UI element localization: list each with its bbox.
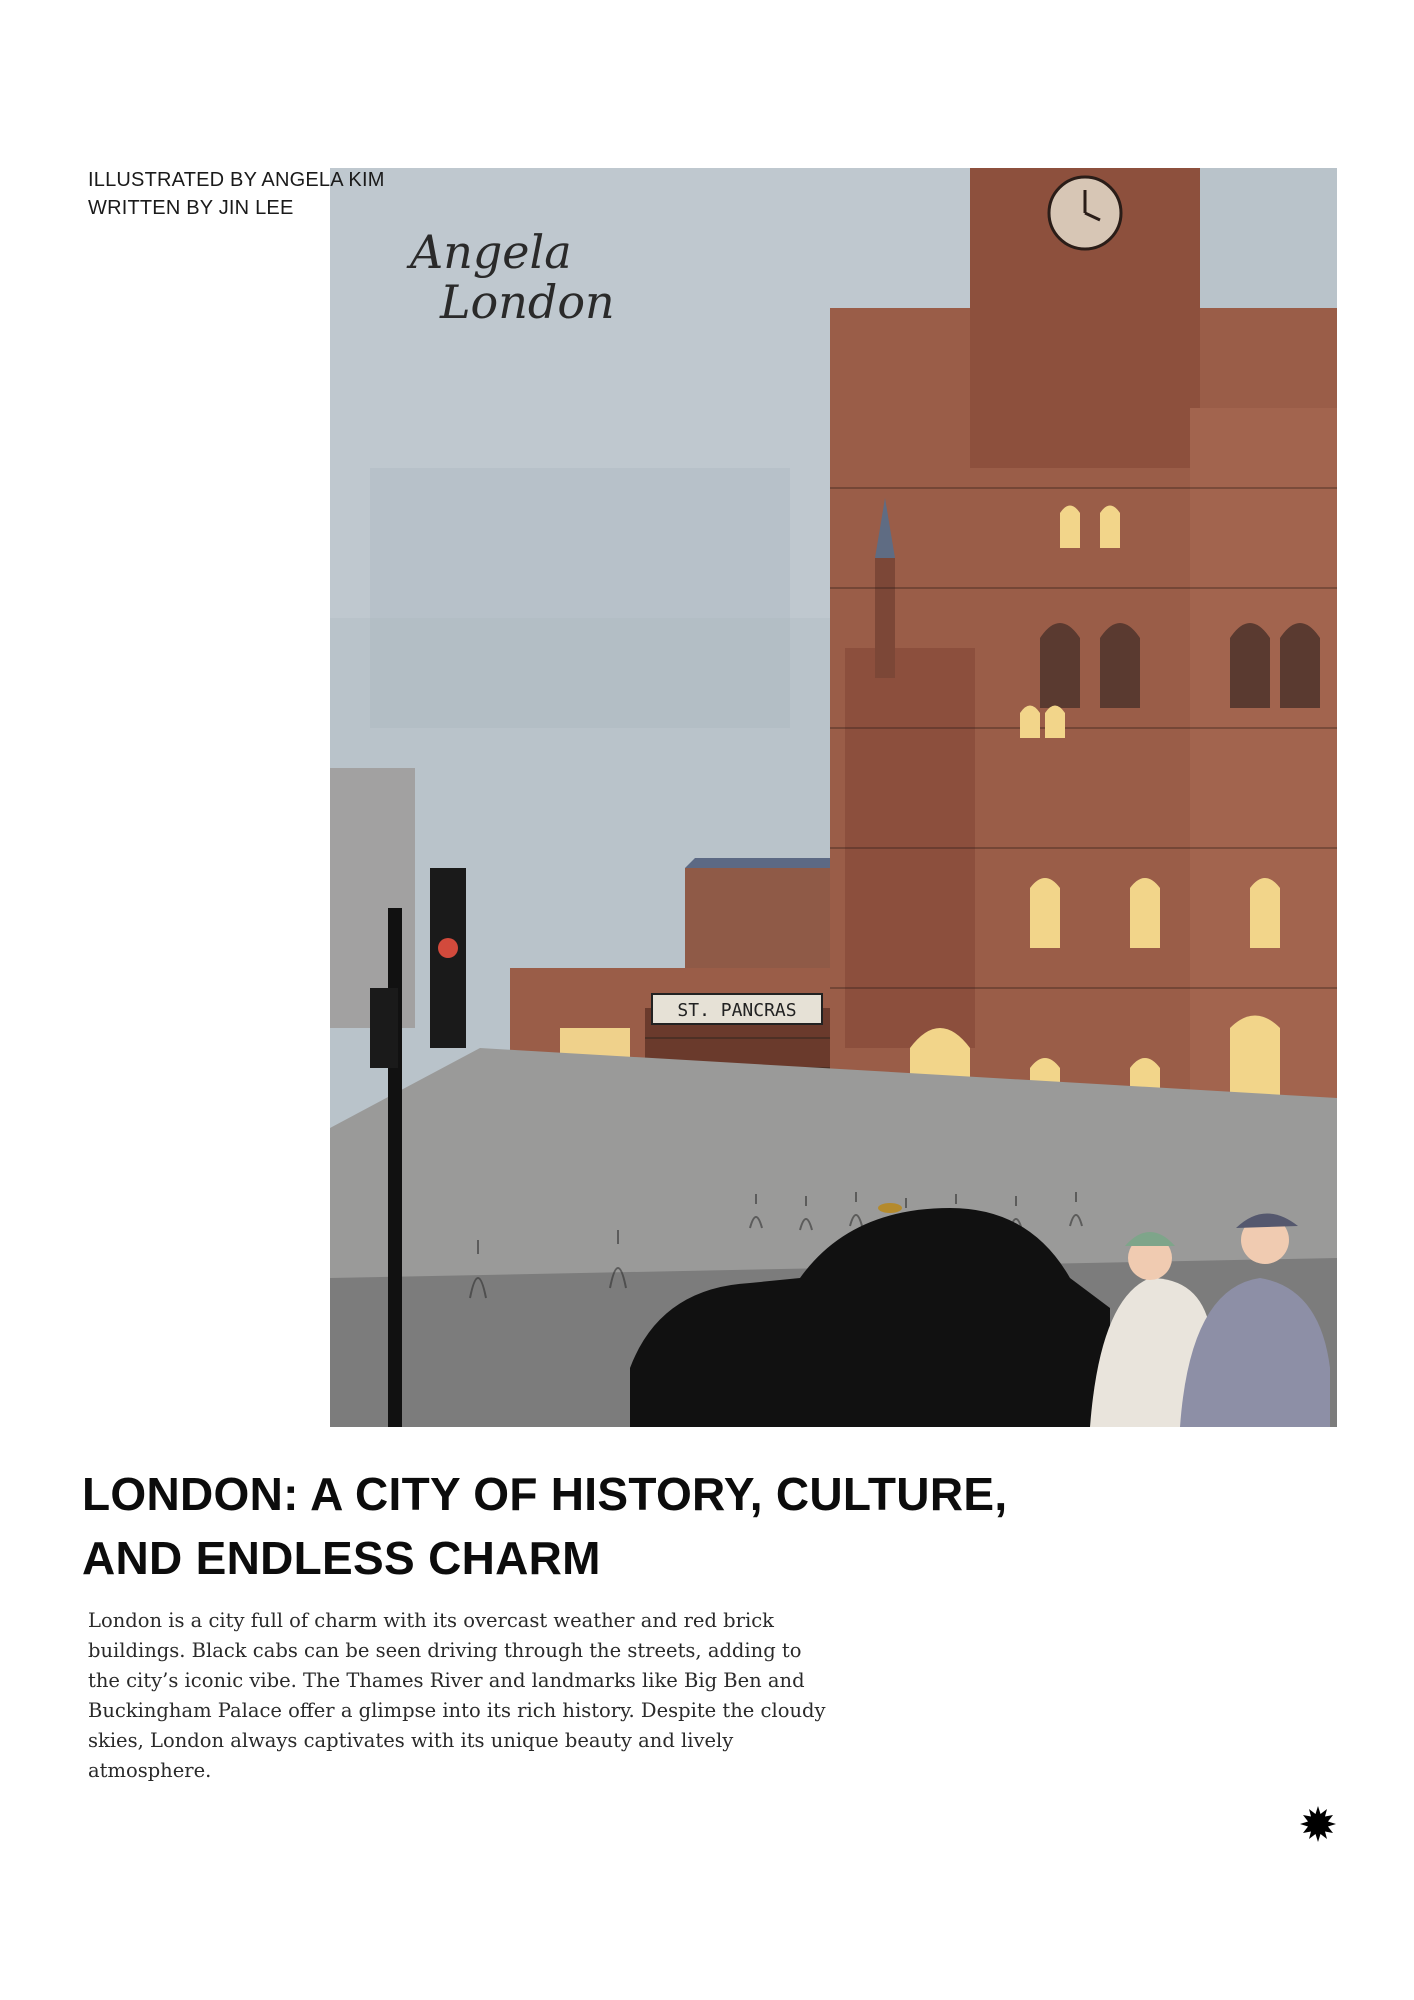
writer-credit: WRITTEN BY JIN LEE bbox=[88, 197, 294, 219]
illustration-artwork bbox=[330, 168, 1337, 1427]
headline-line-1: LONDON: A CITY OF HISTORY, CULTURE, bbox=[82, 1468, 1008, 1520]
body-line: buildings. Black cabs can be seen driving through the streets, adding to bbox=[88, 1639, 802, 1662]
headline-line-2: AND ENDLESS CHARM bbox=[82, 1532, 601, 1584]
illustrator-credit: ILLUSTRATED BY ANGELA KIM bbox=[88, 169, 385, 191]
signature-london: London bbox=[440, 275, 615, 329]
body-line: London is a city full of charm with its overcast weather and red brick bbox=[88, 1609, 774, 1632]
station-sign-text: ST. PANCRAS bbox=[677, 1000, 797, 1021]
body-line: Buckingham Palace offer a glimpse into its rich history. Despite the cloudy bbox=[88, 1699, 826, 1722]
starburst-icon bbox=[1300, 1806, 1336, 1842]
credits bbox=[88, 166, 385, 222]
body-line: the city’s iconic vibe. The Thames River and landmarks like Big Ben and bbox=[88, 1669, 805, 1692]
article-headline bbox=[82, 1462, 1082, 1590]
body-line: skies, London always captivates with its unique beauty and lively bbox=[88, 1729, 734, 1752]
st-pancras-illustration bbox=[330, 168, 1337, 1427]
article-body bbox=[88, 1606, 826, 1786]
body-line: atmosphere. bbox=[88, 1759, 212, 1782]
signature-angela: Angela bbox=[410, 225, 572, 279]
